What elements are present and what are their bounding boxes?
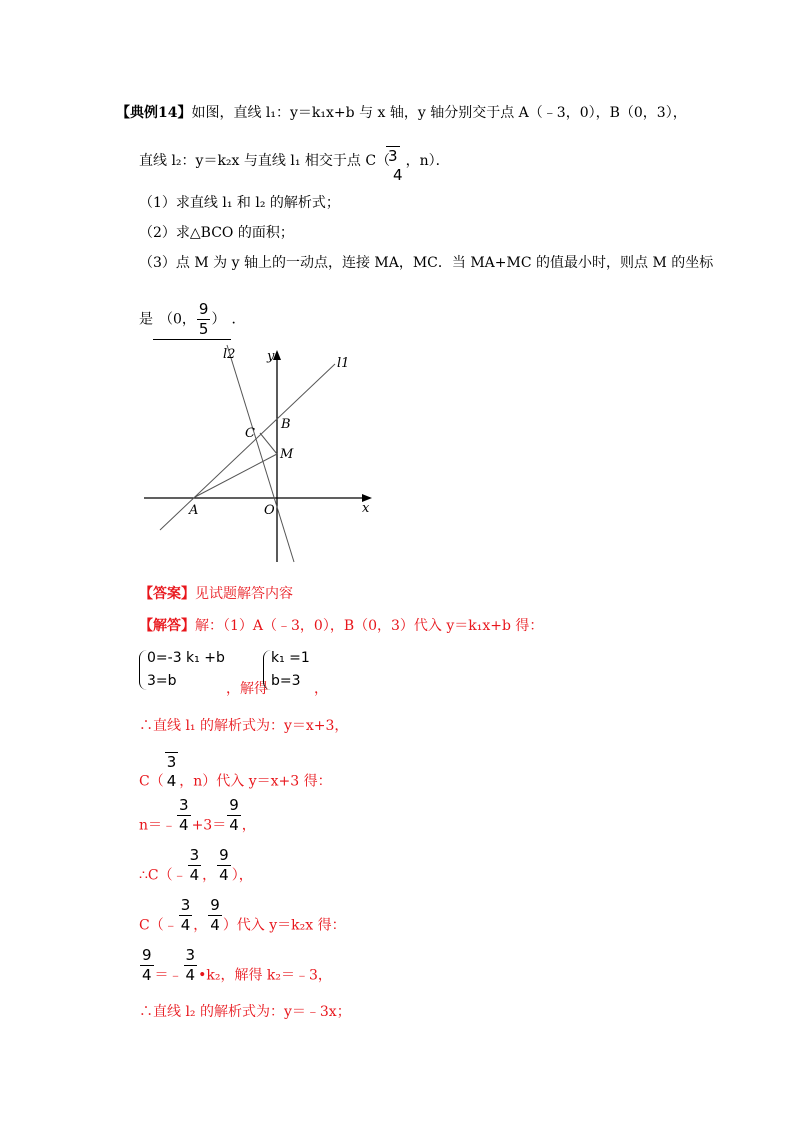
answer-row (139, 585, 293, 603)
solution-step-5 (139, 896, 346, 936)
fraction-den: 4 (219, 866, 229, 884)
fraction-9-4 (217, 846, 231, 885)
fraction-3-4 (184, 946, 198, 985)
step-4-suffix: ）， (231, 867, 253, 884)
question-3: （3）点 M 为 y 轴上的一动点，连接 MA，MC．当 MA+MC 的值最小时，则点 M 的坐标 (139, 255, 714, 271)
question-2: （2）求△BCO 的面积； (139, 225, 294, 241)
answer-blank-suffix: ） (211, 311, 226, 328)
fraction-den: 4 (189, 866, 200, 884)
label-o: O (264, 503, 275, 518)
label-c: C (245, 426, 255, 441)
fraction-num: 3 (180, 896, 191, 914)
solution-step-2 (139, 752, 332, 792)
fraction-9-4 (208, 896, 222, 935)
label-b: B (281, 417, 291, 432)
label-l2: l2 (223, 347, 236, 362)
fraction-9-4 (227, 796, 241, 835)
fraction-den: 4 (179, 816, 189, 834)
problem-tag: 【典例14】 (116, 105, 192, 121)
system-1-row-1: 0=-3 k₁ +b (147, 650, 225, 666)
segment-mc (260, 433, 277, 454)
answer-prefix: 是 (139, 311, 153, 328)
system-end-text: ， (314, 681, 328, 697)
solution-step-1: ∴直线 l₁ 的解析式为：y＝x+3， (139, 718, 349, 734)
fraction-num: 9 (219, 846, 229, 864)
fraction-9-4 (140, 946, 154, 985)
fraction-3-4 (177, 796, 191, 835)
fraction-answer (197, 300, 211, 339)
label-m: M (280, 447, 294, 462)
solution-step-4 (139, 846, 253, 886)
geometry-figure (140, 340, 380, 570)
step-6-suffix: •k₂，解得 k₂＝﹣3， (198, 967, 332, 984)
step-3-mid: +3＝ (191, 817, 227, 834)
solution-step-3 (139, 796, 256, 836)
answer-blank (153, 300, 231, 340)
analysis-tag: 【解答】 (139, 618, 195, 634)
fraction-num: 9 (229, 796, 239, 814)
question-1: （1）求直线 l₁ 和 l₂ 的解析式； (139, 195, 340, 211)
fraction-3-4 (188, 846, 202, 885)
step-4-prefix: ∴C（﹣ (139, 867, 187, 884)
line-l1 (160, 364, 335, 530)
fraction-num: 3 (179, 796, 189, 814)
problem-text-2: 直线 l₂：y＝k₂x 与直线 l₁ 相交于点 C（ (139, 153, 391, 169)
analysis-row (139, 617, 543, 635)
fraction-num: 9 (210, 896, 220, 914)
fraction-den: 5 (198, 320, 209, 338)
answer-line (139, 300, 245, 340)
answer-text: 见试题解答内容 (195, 586, 293, 602)
fraction-den: 4 (393, 166, 403, 184)
fraction-den: 4 (166, 772, 177, 790)
fraction-num: 9 (198, 300, 209, 318)
solution-step-6 (139, 946, 332, 986)
fraction-3-4 (165, 752, 179, 791)
fraction-den: 4 (185, 966, 196, 984)
fraction-num: 3 (388, 147, 398, 165)
fraction-den: 4 (210, 916, 220, 934)
step-4-mid: ， (202, 867, 217, 884)
system-2-row-2: b=3 (271, 673, 301, 689)
fraction-den: 4 (142, 966, 152, 984)
fraction-c-x (388, 146, 405, 185)
problem-text-1: 如图，直线 l₁：y＝k₁x+b 与 x 轴，y 轴分别交于点 A（﹣3，0），B（0，3）， (191, 105, 687, 121)
solution-step-7: ∴直线 l₂ 的解析式为：y＝﹣3x； (139, 1004, 351, 1020)
segment-ma (195, 454, 277, 497)
fraction-den: 4 (180, 916, 191, 934)
step-2-prefix: C（ (139, 773, 164, 790)
problem-line-1 (116, 104, 687, 122)
problem-text-2-end: ，n）． (405, 153, 450, 169)
fraction-num: 3 (189, 846, 200, 864)
label-x: x (362, 501, 370, 516)
step-3-suffix: ， (241, 817, 256, 834)
system-2-row-1: k₁ =1 (271, 650, 310, 666)
step-5-prefix: C（﹣ (139, 917, 178, 934)
fraction-num: 9 (142, 946, 152, 964)
label-y: y (267, 349, 275, 364)
fraction-den: 4 (229, 816, 239, 834)
step-5-suffix: ）代入 y＝k₂x 得： (222, 917, 346, 934)
step-2-suffix: ，n）代入 y＝x+3 得： (179, 773, 332, 790)
step-3-prefix: n＝﹣ (139, 817, 177, 834)
fraction-3-4 (179, 896, 193, 935)
system-1-row-2: 3=b (147, 673, 177, 689)
analysis-text: 解：（1）A（﹣3，0），B（0，3）代入 y＝k₁x+b 得： (195, 618, 544, 634)
fraction-num: 3 (166, 753, 177, 771)
system-mid-text: ，解得 (226, 681, 268, 697)
answer-blank-prefix: （0， (159, 311, 196, 328)
label-l1: l1 (337, 356, 350, 371)
fraction-num: 3 (185, 946, 196, 964)
step-6-mid: ＝﹣ (154, 967, 183, 984)
answer-tag: 【答案】 (139, 586, 195, 602)
answer-end: ． (231, 311, 246, 328)
step-5-mid: ， (193, 917, 208, 934)
label-a: A (189, 503, 199, 518)
problem-line-2 (139, 146, 450, 185)
